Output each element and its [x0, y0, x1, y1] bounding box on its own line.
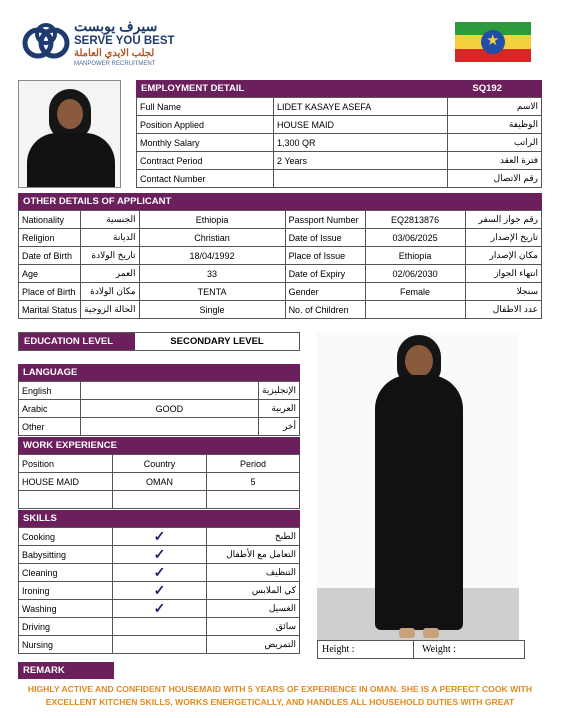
column-header: Period: [207, 455, 300, 473]
field-label: Date of Expiry: [285, 265, 365, 283]
work-experience-section: [18, 437, 300, 509]
other-details-title: OTHER DETAILS OF APPLICANT: [18, 193, 542, 210]
field-value: Female: [365, 283, 465, 301]
field-label-arabic: عدد الاطفال: [465, 301, 541, 319]
check-icon: ✓: [113, 600, 207, 618]
field-label-arabic: الإنجليزية: [259, 382, 300, 400]
field-value: [274, 170, 448, 188]
education-title: EDUCATION LEVEL: [19, 333, 135, 350]
ethiopia-flag-icon: ★: [455, 22, 531, 62]
table-row: [137, 170, 542, 188]
table-row: [19, 600, 300, 618]
field-value: 03/06/2025: [365, 229, 465, 247]
field-label-arabic: تاريخ الولادة: [81, 247, 140, 265]
field-label: Contract Period: [137, 152, 274, 170]
field-label: Date of Issue: [285, 229, 365, 247]
skill-label-arabic: الطبخ: [207, 528, 300, 546]
skills-section: [18, 510, 300, 654]
table-row: [19, 211, 542, 229]
field-value: 18/04/1992: [139, 247, 285, 265]
field-value: 2 Years: [274, 152, 448, 170]
field-label: Date of Birth: [19, 247, 81, 265]
field-label: Place of Issue: [285, 247, 365, 265]
logo-arabic: سيرف يوبست: [74, 18, 158, 34]
skill-label: Washing: [19, 600, 113, 618]
field-label: Gender: [285, 283, 365, 301]
skill-label-arabic: التنظيف: [207, 564, 300, 582]
skill-label: Driving: [19, 618, 113, 636]
field-value: [80, 382, 258, 400]
table-header-row: [19, 455, 300, 473]
table-row: [19, 229, 542, 247]
field-label: Passport Number: [285, 211, 365, 229]
check-icon: ✓: [113, 528, 207, 546]
table-row: [19, 564, 300, 582]
field-label-arabic: مكان الإصدار: [465, 247, 541, 265]
field-label: Marital Status: [19, 301, 81, 319]
logo-mark-icon: [22, 20, 70, 66]
table-row: [19, 283, 542, 301]
other-details-section: [18, 193, 542, 319]
work-experience-table: [18, 454, 300, 509]
table-row: [19, 491, 300, 509]
table-row: [19, 582, 300, 600]
logo-name: SERVE YOU BEST: [74, 35, 175, 47]
check-icon: ✓: [113, 564, 207, 582]
employment-detail-section: [136, 80, 542, 188]
field-label-arabic: سنجلا: [465, 283, 541, 301]
skills-title: SKILLS: [18, 510, 300, 527]
table-row: [19, 301, 542, 319]
field-value: 02/06/2030: [365, 265, 465, 283]
language-title: LANGUAGE: [18, 364, 300, 381]
logo-sub: MANPOWER RECRUITMENT: [74, 61, 156, 67]
table-row: [19, 382, 300, 400]
skill-label: Cleaning: [19, 564, 113, 582]
remark-section: [18, 662, 542, 709]
field-label-arabic: الراتب: [448, 134, 542, 152]
check-icon: [113, 636, 207, 654]
table-row: [137, 152, 542, 170]
check-icon: ✓: [113, 546, 207, 564]
field-value: GOOD: [80, 400, 258, 418]
table-row: [137, 134, 542, 152]
field-label: Place of Birth: [19, 283, 81, 301]
field-value: Ethiopia: [139, 211, 285, 229]
table-row: [137, 98, 542, 116]
field-label-arabic: مكان الولادة: [81, 283, 140, 301]
skill-label: Cooking: [19, 528, 113, 546]
field-label: English: [19, 382, 81, 400]
field-label-arabic: العمر: [81, 265, 140, 283]
field-value: EQ2813876: [365, 211, 465, 229]
field-label-arabic: تاريخ الإصدار: [465, 229, 541, 247]
employment-header: [136, 80, 542, 97]
field-value: TENTA: [139, 283, 285, 301]
field-label: Nationality: [19, 211, 81, 229]
field-value: Single: [139, 301, 285, 319]
field-label-arabic: الوظيفة: [448, 116, 542, 134]
field-label-arabic: العربية: [259, 400, 300, 418]
field-label-arabic: الجنسية: [81, 211, 140, 229]
applicant-portrait-photo: [18, 80, 121, 188]
employment-title: EMPLOYMENT DETAIL: [141, 83, 245, 94]
field-label: Full Name: [137, 98, 274, 116]
skill-label-arabic: سائق: [207, 618, 300, 636]
table-cell: [207, 491, 300, 509]
table-row: [137, 116, 542, 134]
field-label: Monthly Salary: [137, 134, 274, 152]
field-value: [80, 418, 258, 436]
skill-label-arabic: التمريض: [207, 636, 300, 654]
language-table: [18, 381, 300, 436]
check-icon: [113, 618, 207, 636]
table-row: [19, 618, 300, 636]
remark-title: REMARK: [18, 662, 114, 679]
measurements-row: [317, 640, 525, 659]
field-label: No. of Children: [285, 301, 365, 319]
employment-table: [136, 97, 542, 188]
field-label: Contact Number: [137, 170, 274, 188]
field-label-arabic: رقم الاتصال: [448, 170, 542, 188]
field-label: Other: [19, 418, 81, 436]
skills-table: [18, 527, 300, 654]
skill-label: Ironing: [19, 582, 113, 600]
weight-field: Weight :: [422, 644, 456, 655]
skill-label-arabic: التعامل مع الأطفال: [207, 546, 300, 564]
table-row: [19, 636, 300, 654]
table-cell: HOUSE MAID: [19, 473, 113, 491]
field-label-arabic: الاسم: [448, 98, 542, 116]
check-icon: ✓: [113, 582, 207, 600]
education-section: [18, 332, 300, 351]
table-cell: 5: [207, 473, 300, 491]
company-logo: [22, 18, 182, 70]
field-value: [365, 301, 465, 319]
field-label-arabic: الحالة الزوجية: [81, 301, 140, 319]
field-label: Religion: [19, 229, 81, 247]
other-details-table: [18, 210, 542, 319]
field-label: Arabic: [19, 400, 81, 418]
table-cell: [19, 491, 113, 509]
field-label: Age: [19, 265, 81, 283]
height-field: Height :: [318, 641, 414, 658]
work-experience-title: WORK EXPERIENCE: [18, 437, 300, 454]
skill-label: Nursing: [19, 636, 113, 654]
table-cell: OMAN: [113, 473, 207, 491]
field-label-arabic: انتهاء الجواز: [465, 265, 541, 283]
skill-label-arabic: الغسيل: [207, 600, 300, 618]
skill-label: Babysitting: [19, 546, 113, 564]
table-row: [19, 546, 300, 564]
table-row: [19, 528, 300, 546]
table-cell: [113, 491, 207, 509]
logo-arabic-sub: لجلب الايدي العاملة: [74, 48, 155, 59]
field-value: Christian: [139, 229, 285, 247]
column-header: Position: [19, 455, 113, 473]
field-label-arabic: أخر: [259, 418, 300, 436]
table-row: [19, 400, 300, 418]
field-value: 1,300 QR: [274, 134, 448, 152]
field-label-arabic: رقم جواز السفر: [465, 211, 541, 229]
applicant-full-body-photo: [317, 333, 519, 640]
reference-number: SQ192: [472, 83, 502, 94]
field-value: LIDET KASAYE ASEFA: [274, 98, 448, 116]
field-value: HOUSE MAID: [274, 116, 448, 134]
field-label-arabic: الديانة: [81, 229, 140, 247]
table-row: [19, 247, 542, 265]
language-section: [18, 364, 300, 436]
field-value: 33: [139, 265, 285, 283]
field-label-arabic: فترة العقد: [448, 152, 542, 170]
table-row: [19, 473, 300, 491]
education-value: SECONDARY LEVEL: [170, 336, 264, 347]
table-row: [19, 265, 542, 283]
table-row: [19, 418, 300, 436]
skill-label-arabic: كي الملابس: [207, 582, 300, 600]
remark-text: HIGHLY ACTIVE AND CONFIDENT HOUSEMAID WITH 5 YEARS OF EXPERIENCE IN OMAN. SHE IS A PERFECT COOK WITH EXCELLENT KITCHEN SKILLS, WORKS ENERGETICALLY, AND HANDLES ALL HOUSEHOLD DUTIES WITH GREAT: [27, 684, 533, 707]
column-header: Country: [113, 455, 207, 473]
field-value: Ethiopia: [365, 247, 465, 265]
field-label: Position Applied: [137, 116, 274, 134]
